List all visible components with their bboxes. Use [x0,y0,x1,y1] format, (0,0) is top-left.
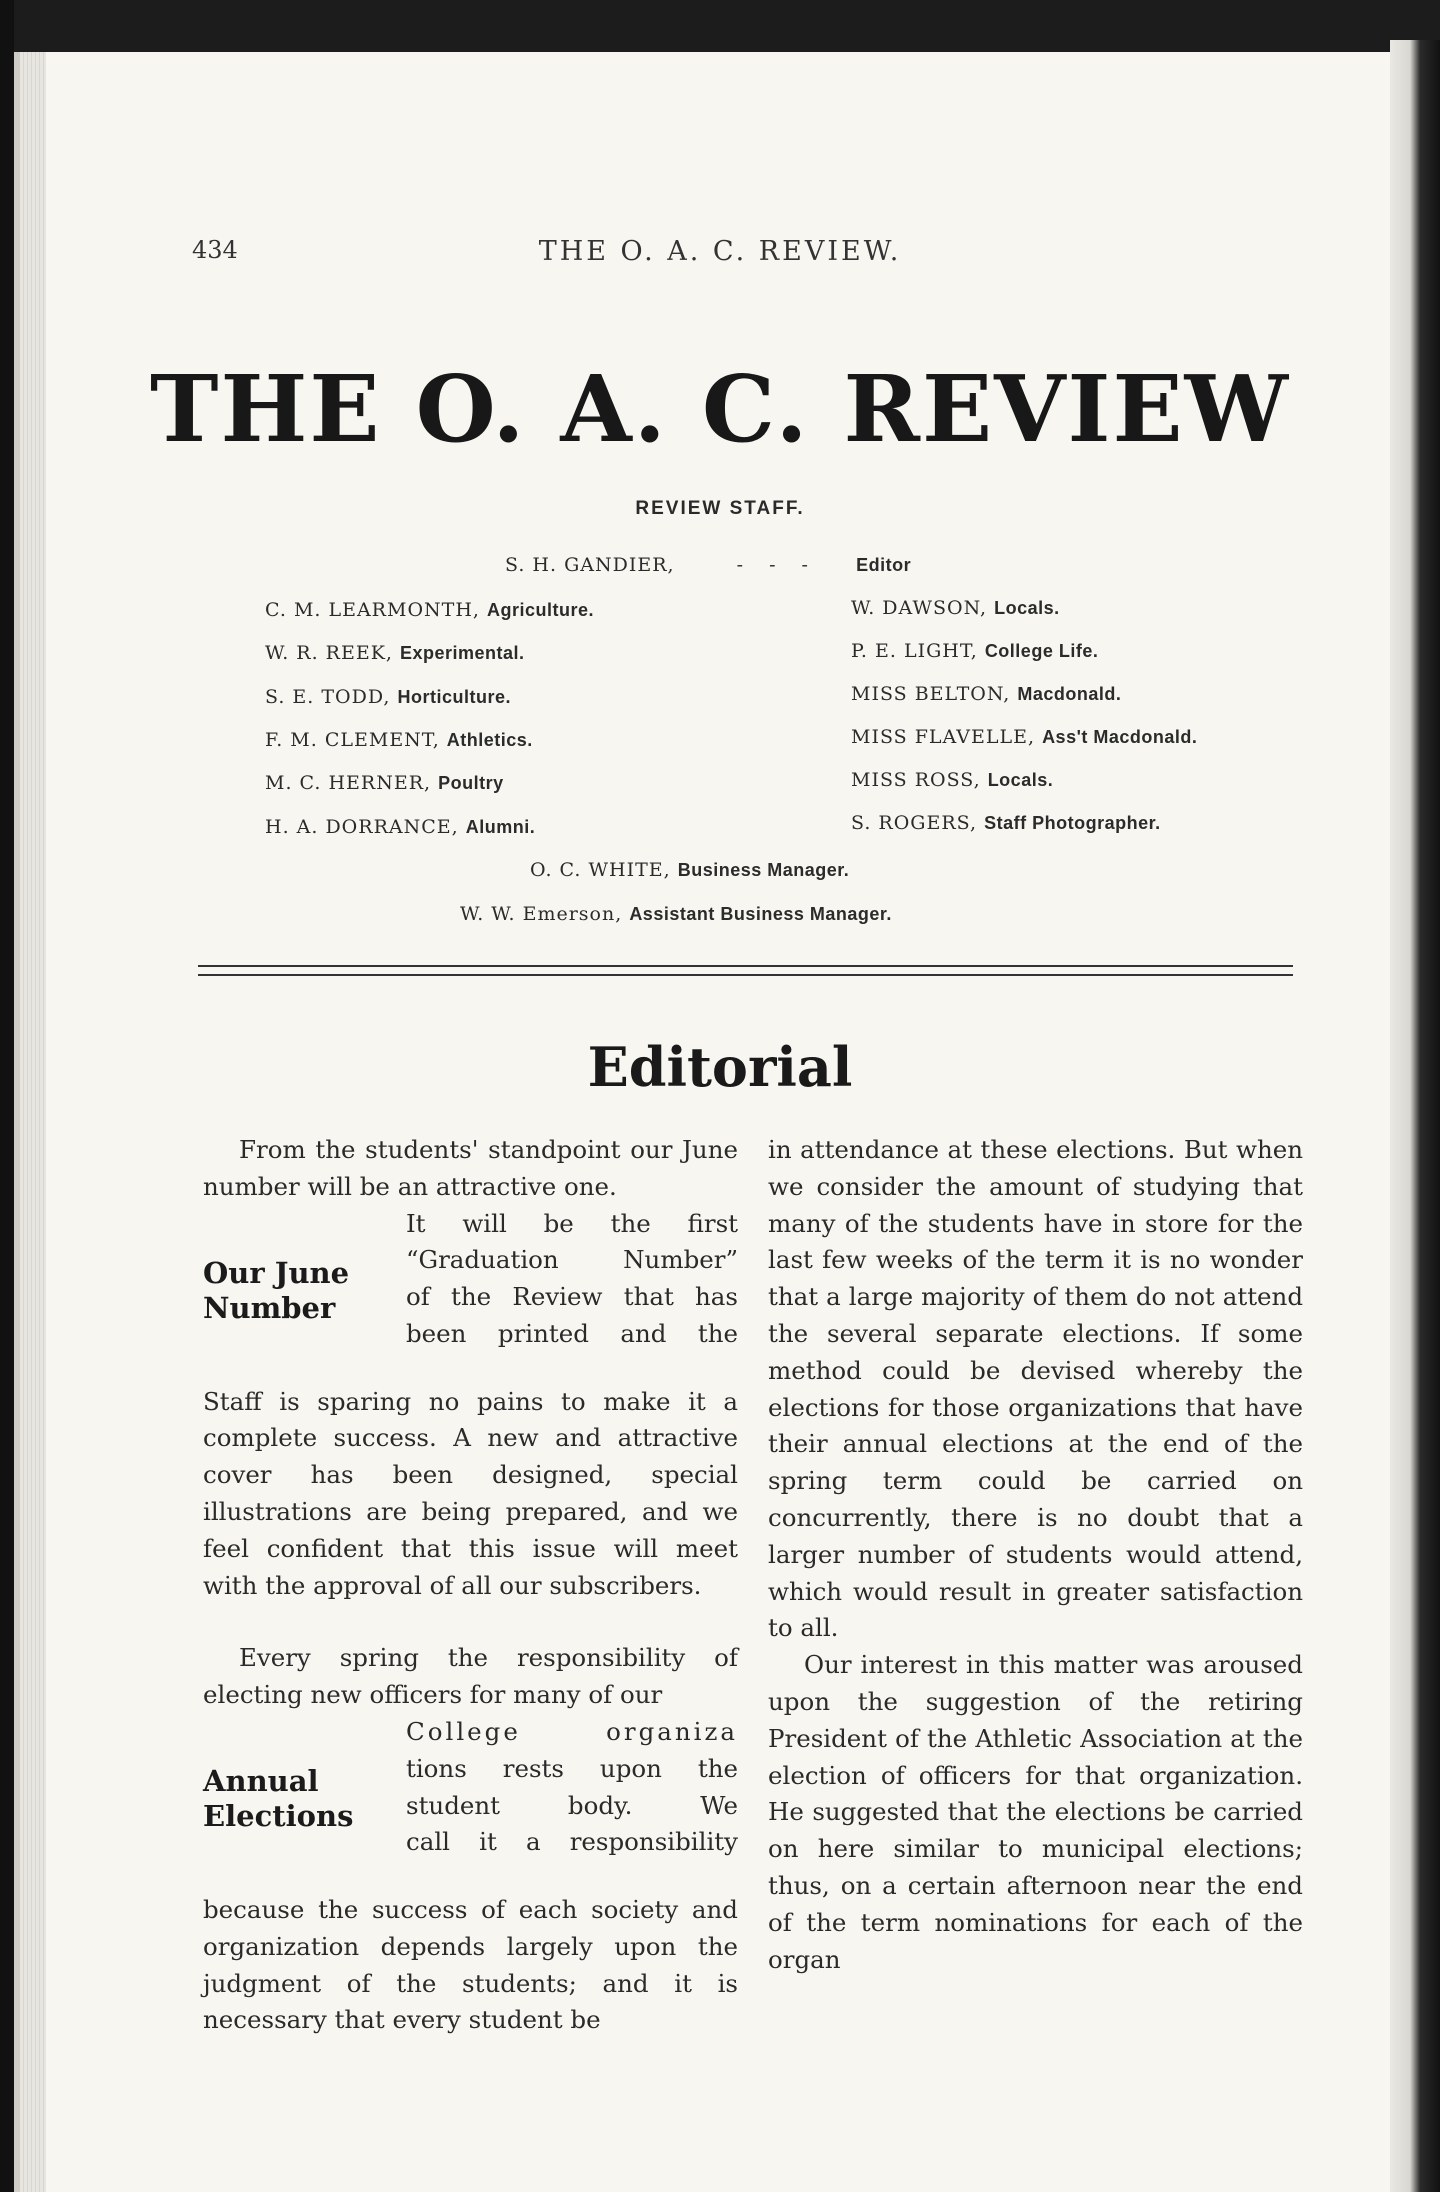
book-gutter [1390,40,1440,2192]
staff-role: Experimental. [400,643,525,663]
staff-role: Horticulture. [397,687,512,707]
staff-heading: REVIEW STAFF. [635,498,805,519]
staff-right-4 [851,769,1053,791]
left-column [203,1132,738,2039]
side-head-june [203,1206,403,1384]
staff-name: F. M. CLEMENT, [265,729,440,751]
staff-role: Ass't Macdonald. [1042,727,1198,747]
elections-beside-line: student body. We [406,1790,738,1820]
staff-role: Business Manager. [677,860,850,880]
staff-name: W. R. REEK, [265,642,393,664]
page-number: 434 [192,236,238,264]
double-rule-top [198,965,1293,967]
staff-role: Alumni. [465,817,536,837]
staff-left-4 [265,772,504,794]
staff-role: Staff Photographer. [984,813,1161,833]
page-stack-edge [20,52,46,2192]
side-head-line: Elections [203,1798,354,1833]
staff-name: MISS FLAVELLE, [851,726,1036,748]
staff-role: College Life. [984,641,1099,661]
side-head-line: Annual [203,1763,319,1798]
staff-name: W. W. Emerson, [460,903,623,925]
staff-name: H. A. DORRANCE, [265,816,459,838]
staff-name: W. DAWSON, [851,597,988,619]
staff-role: Locals. [987,770,1054,790]
staff-name: S. ROGERS, [851,812,978,834]
staff-left-5 [265,816,535,838]
elections-intro: Every spring the responsibility of electing new officers for many of our [203,1643,738,1710]
elections-rest: because the success of each society and organization depends largely upon the judgment of the students; and it is necessary that every student be [203,1894,738,2035]
staff-name: O. C. WHITE, [530,859,671,881]
staff-right-2 [851,683,1121,705]
staff-right-0 [851,597,1060,619]
elections-beside-line: College organiza [406,1716,738,1746]
staff-name: MISS BELTON, [851,683,1011,705]
running-head: THE O. A. C. REVIEW. [538,236,902,267]
staff-name: S. H. GANDIER, [505,554,675,576]
staff-dashes: - - - [736,554,818,576]
staff-business-manager [530,859,849,881]
june-beside-line: been printed and the [406,1318,738,1348]
staff-left-3 [265,729,533,751]
staff-left-2 [265,686,511,708]
double-rule-bottom [198,974,1293,976]
staff-assistant-manager [460,903,892,925]
staff-name: M. C. HERNER, [265,772,432,794]
staff-left-0 [265,599,594,621]
staff-role: Poultry [438,773,504,793]
staff-role: Assistant Business Manager. [629,904,892,924]
side-head-line: Number [203,1290,336,1325]
june-beside-line: of the Review that has [406,1282,738,1312]
staff-role: Editor [856,555,912,575]
staff-role: Locals. [994,598,1060,618]
staff-name: C. M. LEARMONTH, [265,599,480,621]
june-beside-line: “Graduation Number” [406,1245,738,1275]
right-paragraph-1: in attendance at these elections. But when we consider the amount of studying that many of the students have in store for the last few weeks of the term it is no wonder that a large majority of them do not attend the several separate elections. If some method could be devised whereby the elections for those organizations that have their annual elections at the end of the spring term could be carried on concurrently, there is no doubt that a larger number of students would attend, which would result in greater satisfaction to all. [768,1135,1303,1643]
staff-editor [505,554,911,576]
staff-name: MISS ROSS, [851,769,981,791]
june-beside-line: It will be the first [406,1208,738,1238]
june-beside [406,1206,738,1353]
staff-name: P. E. LIGHT, [851,640,978,662]
right-paragraph-2: Our interest in this matter was aroused upon the suggestion of the retiring President of the Athletic Association at the election of officers for that organization. He suggested that the elections be carried on here similar to municipal elections; thus, on a certain afternoon near the end of the term nominations for each of the organ [768,1650,1303,1974]
right-column [768,1132,1303,1978]
june-rest: Staff is sparing no pains to make it a complete success. A new and attractive cover has been designed, special illustrations are being prepared, and we feel confident that this issue will meet with the approval of all our subscribers. [203,1386,738,1600]
editorial-title: Editorial [587,1035,853,1099]
masthead-title: THE O. A. C. REVIEW [150,355,1290,463]
side-head-line: Our June [203,1255,350,1290]
staff-role: Athletics. [446,730,533,750]
staff-right-5 [851,812,1161,834]
elections-beside-line: call it a responsibility [406,1827,738,1857]
side-head-elections [203,1714,403,1892]
elections-beside [406,1714,738,1861]
staff-role: Macdonald. [1017,684,1122,704]
staff-left-1 [265,642,525,664]
staff-role: Agriculture. [486,600,594,620]
staff-right-1 [851,640,1098,662]
june-intro: From the students' standpoint our June number will be an attractive one. [203,1135,738,1201]
scan-background-top [0,0,1440,58]
staff-name: S. E. TODD, [265,686,391,708]
staff-right-3 [851,726,1197,748]
elections-beside-line: tions rests upon the [406,1753,738,1783]
